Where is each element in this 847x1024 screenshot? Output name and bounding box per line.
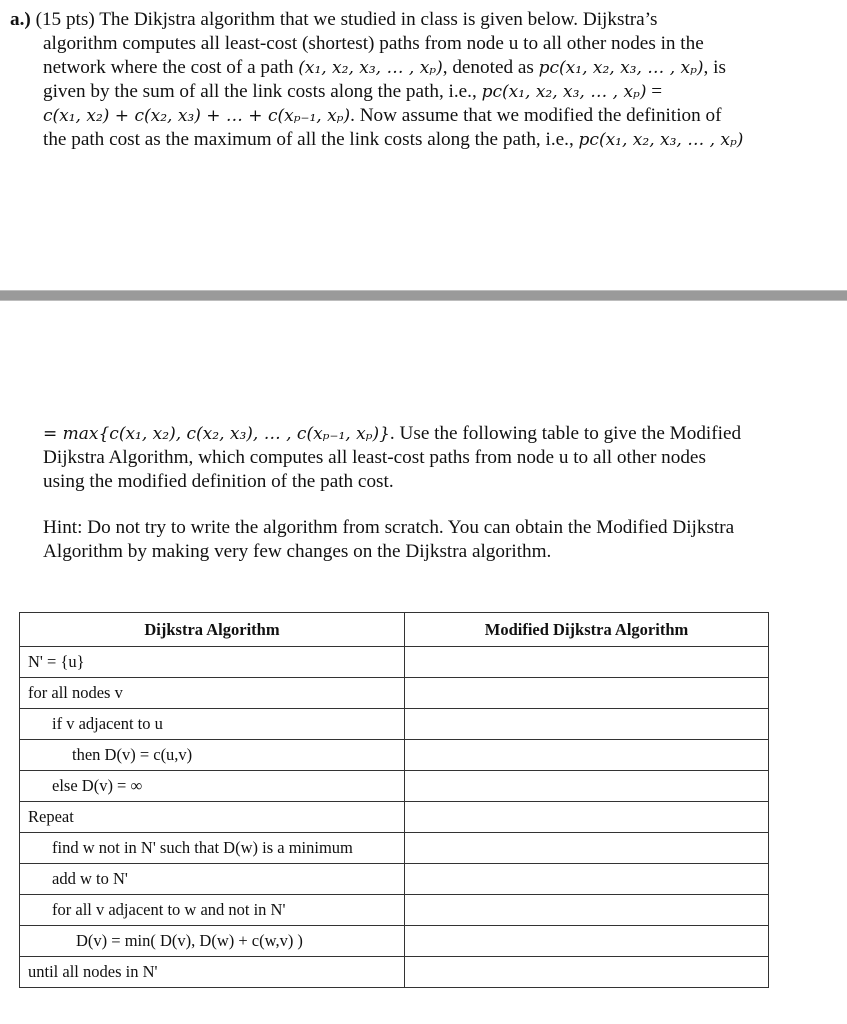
question-continuation <box>43 422 833 494</box>
algo-step: until all nodes in N' <box>20 957 405 988</box>
algo-step: D(v) = min( D(v), D(w) + c(w,v) ) <box>20 926 405 957</box>
answer-cell[interactable] <box>405 802 769 833</box>
algo-step: Repeat <box>20 802 405 833</box>
header-dijkstra: Dijkstra Algorithm <box>20 613 405 647</box>
answer-cell[interactable] <box>405 833 769 864</box>
page-break-divider <box>0 290 847 301</box>
cont-line-3: using the modified definition of the path cost. <box>43 471 394 492</box>
path-formula: (x₁, x₂, x₃, … , xₚ) <box>298 58 443 78</box>
cont-line-1: = max{c(x₁, x₂), c(x₂, x₃), … , c(xₚ₋₁, xₚ)}. Use the following table to give the Modified <box>43 423 742 444</box>
algo-step: then D(v) = c(u,v) <box>20 740 405 771</box>
answer-cell[interactable] <box>405 895 769 926</box>
answer-cell[interactable] <box>405 709 769 740</box>
table-row <box>20 647 769 678</box>
table-row <box>20 895 769 926</box>
answer-cell[interactable] <box>405 926 769 957</box>
algo-step: else D(v) = ∞ <box>20 771 405 802</box>
hint-paragraph <box>43 516 833 564</box>
table-row <box>20 740 769 771</box>
pc-formula-2: pc(x₁, x₂, x₃, … , xₚ) <box>481 82 647 102</box>
algo-step: if v adjacent to u <box>20 709 405 740</box>
intro-line-2: algorithm computes all least-cost (shortest) paths from node u to all other nodes in the <box>43 33 704 54</box>
algo-step: N' = {u} <box>20 647 405 678</box>
answer-cell[interactable] <box>405 771 769 802</box>
answer-cell[interactable] <box>405 957 769 988</box>
table-row <box>20 864 769 895</box>
question-intro <box>10 8 833 152</box>
algo-step: for all nodes v <box>20 678 405 709</box>
header-modified: Modified Dijkstra Algorithm <box>405 613 769 647</box>
question-label: a.) <box>10 9 31 30</box>
algo-step: find w not in N' such that D(w) is a minimum <box>20 833 405 864</box>
hint-line-2: Algorithm by making very few changes on the Dijkstra algorithm. <box>43 541 552 562</box>
answer-cell[interactable] <box>405 864 769 895</box>
table-header-row <box>20 613 769 647</box>
pc-formula: pc(x₁, x₂, x₃, … , xₚ) <box>538 58 704 78</box>
sum-formula: c(x₁, x₂) + c(x₂, x₃) + … + c(xₚ₋₁, xₚ) <box>43 106 351 126</box>
table-row <box>20 802 769 833</box>
intro-line-3: network where the cost of a path (x₁, x₂, x₃, … , xₚ), denoted as pc(x₁, x₂, x₃, … , xₚ), is <box>43 57 726 78</box>
intro-line-5: c(x₁, x₂) + c(x₂, x₃) + … + c(xₚ₋₁, xₚ). Now assume that we modified the definition of <box>43 105 722 126</box>
table-row <box>20 833 769 864</box>
intro-line-4: given by the sum of all the link costs along the path, i.e., pc(x₁, x₂, x₃, … , xₚ) = <box>43 81 663 102</box>
table-row <box>20 709 769 740</box>
question-points: (15 pts) <box>35 9 95 30</box>
algo-step: add w to N' <box>20 864 405 895</box>
table-row <box>20 678 769 709</box>
algorithm-table <box>19 612 769 988</box>
answer-cell[interactable] <box>405 678 769 709</box>
intro-line-1: a.) (15 pts) The Dikjstra algorithm that we studied in class is given below. Dijkstra’s <box>10 9 658 30</box>
max-formula: = max{c(x₁, x₂), c(x₂, x₃), … , c(xₚ₋₁, xₚ)} <box>43 424 390 444</box>
intro-line-6: the path cost as the maximum of all the link costs along the path, i.e., pc(x₁, x₂, x₃, … , xₚ) <box>43 129 744 150</box>
answer-cell[interactable] <box>405 740 769 771</box>
answer-cell[interactable] <box>405 647 769 678</box>
table-row <box>20 926 769 957</box>
pc-formula-3: pc(x₁, x₂, x₃, … , xₚ) <box>578 130 744 150</box>
cont-line-2: Dijkstra Algorithm, which computes all least-cost paths from node u to all other nodes <box>43 447 706 468</box>
table-row <box>20 771 769 802</box>
hint-line-1: Hint: Do not try to write the algorithm from scratch. You can obtain the Modified Dijkstra <box>43 517 735 538</box>
algo-step: for all v adjacent to w and not in N' <box>20 895 405 926</box>
table-row <box>20 957 769 988</box>
